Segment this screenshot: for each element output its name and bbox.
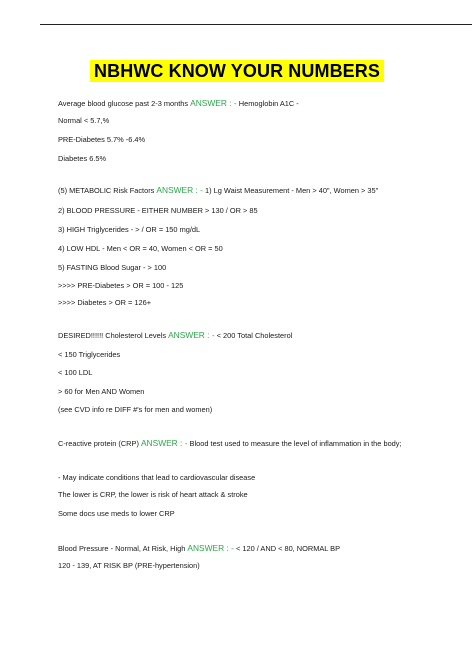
text-line bbox=[58, 98, 418, 109]
line-text: 4) LOW HDL - Men < OR = 40, Women < OR = 50 bbox=[58, 244, 223, 253]
answer-text: < 200 Total Cholesterol bbox=[214, 331, 293, 340]
line-text: DESIRED!!!!!! Cholesterol Levels bbox=[58, 331, 169, 340]
answer-marker: ANSWER : - bbox=[187, 543, 234, 553]
text-line bbox=[58, 115, 418, 126]
text-line bbox=[58, 386, 418, 397]
text-line bbox=[58, 153, 418, 164]
line-text: Blood Pressure - Normal, At Risk, High bbox=[58, 544, 188, 553]
line-text: 5) FASTING Blood Sugar - > 100 bbox=[58, 263, 167, 272]
line-text: (see CVD info re DIFF #'s for men and women) bbox=[58, 405, 213, 414]
answer-marker: ANSWER : - bbox=[168, 330, 215, 340]
line-text: 3) HIGH Triglycerides - > / OR = 150 mg/dL bbox=[58, 225, 201, 234]
document-title: NBHWC KNOW YOUR NUMBERS bbox=[90, 60, 384, 82]
line-text: >>>> PRE-Diabetes > OR = 100 - 125 bbox=[58, 281, 184, 290]
text-line bbox=[58, 243, 418, 254]
line-text: 120 - 139, AT RISK BP (PRE-hypertension) bbox=[58, 561, 200, 570]
text-line bbox=[58, 489, 418, 500]
line-text: < 100 LDL bbox=[58, 368, 93, 377]
text-line bbox=[58, 349, 418, 360]
text-line bbox=[58, 560, 418, 571]
line-text: Diabetes 6.5% bbox=[58, 154, 107, 163]
text-line bbox=[58, 330, 418, 341]
text-line bbox=[58, 367, 418, 378]
text-line bbox=[58, 297, 418, 308]
text-line bbox=[58, 508, 418, 519]
text-line bbox=[58, 205, 418, 216]
text-line bbox=[58, 134, 418, 145]
text-line bbox=[58, 472, 418, 483]
answer-marker: ANSWER : - bbox=[140, 438, 188, 448]
line-text: (5) METABOLIC Risk Factors bbox=[58, 186, 157, 195]
line-text: < 150 Triglycerides bbox=[58, 350, 121, 359]
line-text: > 60 for Men AND Women bbox=[58, 387, 145, 396]
answer-marker: ANSWER : - bbox=[190, 98, 237, 108]
answer-text: 1) Lg Waist Measurement - Men > 40", Women > 35" bbox=[202, 186, 379, 195]
line-text: - May indicate conditions that lead to cardiovascular disease bbox=[58, 473, 256, 482]
line-text: Normal < 5.7,% bbox=[58, 116, 110, 125]
answer-text: Hemoglobin A1C - bbox=[236, 99, 299, 108]
text-line bbox=[58, 185, 418, 196]
line-text: Some docs use meds to lower CRP bbox=[58, 509, 175, 518]
text-line bbox=[58, 404, 418, 415]
line-text: Average blood glucose past 2-3 months bbox=[58, 99, 191, 108]
line-text: 2) BLOOD PRESSURE - EITHER NUMBER > 130 / OR > 85 bbox=[58, 206, 258, 215]
answer-text: Blood test used to measure the level of inflammation in the body; bbox=[187, 439, 402, 448]
top-divider bbox=[40, 24, 472, 25]
text-line bbox=[58, 543, 418, 554]
line-text: The lower is CRP, the lower is risk of heart attack & stroke bbox=[58, 490, 248, 499]
answer-text: < 120 / AND < 80, NORMAL BP bbox=[233, 544, 341, 553]
text-line bbox=[58, 280, 418, 291]
text-line bbox=[58, 262, 418, 273]
answer-marker: ANSWER : - bbox=[156, 185, 203, 195]
line-text: C-reactive protein (CRP) bbox=[58, 439, 141, 448]
text-line bbox=[58, 224, 418, 235]
line-text: PRE-Diabetes 5.7% -6.4% bbox=[58, 135, 146, 144]
line-text: >>>> Diabetes > OR = 126+ bbox=[58, 298, 152, 307]
title-block bbox=[0, 60, 474, 82]
text-line bbox=[58, 438, 418, 449]
